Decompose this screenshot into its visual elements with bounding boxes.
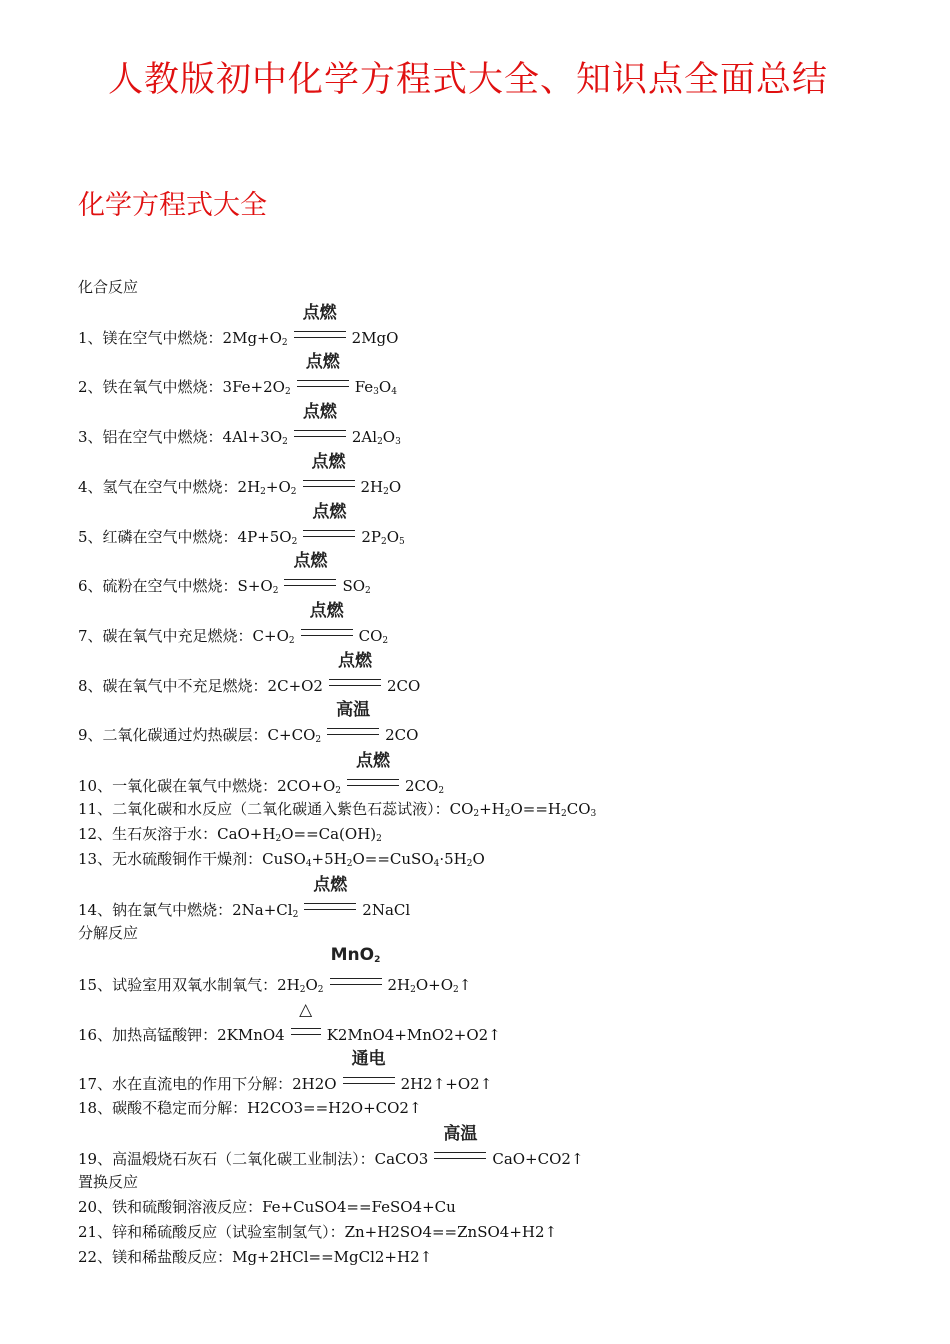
double-line-icon [329,679,381,686]
reaction-condition: 点燃 [337,651,372,671]
double-line-icon [347,779,399,786]
products: $2H_2O$ [360,478,402,497]
reaction-condition: 点燃 [293,551,328,571]
reaction-condition: 点燃 [302,303,337,323]
reactants: 2H2O [292,1075,337,1093]
equation-label: 15、试验室用双氧水制氧气： [78,976,278,994]
double-line-icon [284,579,336,586]
reactants: $2Mg+O_2$ [222,329,288,348]
products: 2CO [385,726,419,744]
reaction-condition: 点燃 [311,452,346,472]
reaction-condition: 通电 [351,1049,386,1069]
section-heading: 化学方程式大全 [78,190,267,221]
double-line-icon [343,1077,395,1084]
equation-line [78,402,401,452]
reactants: 2C+O2 [267,677,323,695]
products: 2CO [386,677,421,695]
reaction-condition-arrow [329,651,381,691]
double-line-icon [303,480,355,487]
reactants: $4Al+3O_2$ [222,428,288,447]
text-line: 18、碳酸不稳定而分解：H2CO3==H2O+CO2↑ [78,1099,422,1117]
products: 2MgO [351,329,399,347]
equation-label: 9、二氧化碳通过灼热碳层： [78,726,268,744]
equation-label: 17、水在直流电的作用下分解： [78,1075,293,1093]
double-line-icon [303,530,355,537]
reactants: $C+O_2$ [252,627,295,646]
text-line: 20、铁和硫酸铜溶液反应：Fe+CuSO4==FeSO4+Cu [78,1198,456,1216]
equation-line [78,452,402,502]
products: K2MnO4+MnO2+O2↑ [326,1026,501,1044]
reaction-condition: 点燃 [356,751,391,771]
double-line-icon [297,380,349,387]
equation-label: 1、镁在空气中燃烧： [78,329,223,347]
reactants: 2KMnO4 [217,1026,285,1044]
equation-label: 8、碳在氧气中不充足燃烧： [78,677,268,695]
double-line-icon [330,978,382,985]
products: $SO_2$ [342,577,371,596]
reaction-condition: 点燃 [312,502,347,522]
reaction-condition-arrow [297,352,349,392]
double-line-icon [301,629,353,636]
text-line: 22、镁和稀盐酸反应：Mg+2HCl==MgCl2+H2↑ [78,1248,433,1266]
reaction-condition-arrow [434,1124,486,1164]
reaction-condition: 点燃 [302,402,337,422]
double-line-icon [294,331,346,338]
reaction-condition-arrow [294,303,346,343]
reaction-condition-arrow [303,452,355,492]
double-line-icon [304,903,356,910]
equation-line [78,751,445,801]
reaction-condition-arrow [294,402,346,442]
text-line: 化合反应 [78,278,139,296]
equation-line [78,352,397,402]
reaction-condition-arrow [301,601,353,641]
reaction-condition: △ [299,1000,313,1020]
double-line-icon [434,1152,486,1159]
equation-line [78,945,472,1000]
equation-label: 6、硫粉在空气中燃烧： [78,577,238,595]
equation-label: 19、高温煅烧石灰石（二氧化碳工业制法）： [78,1150,375,1168]
double-line-icon [294,430,346,437]
equation-label: 3、铝在空气中燃烧： [78,428,223,446]
equation-line [78,1000,501,1045]
products: 2NaCl [362,901,411,919]
text-line: 置换反应 [78,1173,139,1191]
equation-line [78,875,411,925]
equation-line [78,303,399,353]
reaction-condition-arrow [343,1049,395,1089]
products: $2H_2O+O_2↑$ [387,976,472,995]
equation-line [78,1049,493,1094]
equation-label: 4、氢气在空气中燃烧： [78,478,238,496]
products: $Fe_3O_4$ [354,378,397,397]
reactants: $2CO+O_2$ [277,777,342,796]
double-line-icon [291,1028,321,1035]
reactants: CaCO3 [374,1150,429,1168]
equation-line [78,651,421,696]
products: $CO_2$ [358,627,389,646]
reactants: $2H_2O_2$ [277,976,324,995]
reaction-condition: MnO$_2$ [330,945,381,965]
products: 2H2↑+O2↑ [400,1075,493,1093]
reaction-condition: 点燃 [313,875,348,895]
equation-line [78,1124,584,1169]
equation-line [78,502,405,552]
reaction-condition-arrow [347,751,399,791]
reaction-condition-arrow [303,502,355,542]
reaction-condition-arrow [291,1000,321,1040]
reactants: $3Fe+2O_2$ [222,378,291,397]
reaction-condition-arrow [304,875,356,915]
equation-line [78,601,389,651]
equation-label: 5、红磷在空气中燃烧： [78,528,238,546]
equation-line [78,700,419,750]
reaction-condition: 高温 [336,700,371,720]
equation-label: 16、加热高锰酸钾： [78,1026,218,1044]
reactants: $S+O_2$ [237,577,279,596]
equation-line [78,551,371,601]
text-line: 21、锌和稀硫酸反应（试验室制氢气）：Zn+H2SO4==ZnSO4+H2↑ [78,1223,558,1241]
reactants: $C+CO_2$ [267,726,322,745]
text-line: 12、生石灰溶于水：$CaO+H_2O==Ca(OH)_2$ [78,825,382,844]
text-line: 分解反应 [78,924,139,942]
reaction-condition: 点燃 [309,601,344,621]
reactants: $2H_2+O_2$ [237,478,297,497]
equation-label: 7、碳在氧气中充足燃烧： [78,627,253,645]
reaction-condition: 高温 [443,1124,478,1144]
products: CaO+CO2↑ [492,1150,584,1168]
products: $2P_2O_5$ [361,528,405,547]
products: $2CO_2$ [405,777,445,796]
reactants: $2Na+Cl_2$ [232,901,299,920]
equation-label: 14、钠在氯气中燃烧： [78,901,233,919]
reaction-condition-arrow [327,700,379,740]
text-line: 11、二氧化碳和水反应（二氧化碳通入紫色石蕊试液）：$CO_2+H_2O==H_2CO_3$ [78,800,597,819]
equation-label: 2、铁在氧气中燃烧： [78,378,223,396]
equation-label: 10、一氧化碳在氧气中燃烧： [78,777,278,795]
text-line: 13、无水硫酸铜作干燥剂：$CuSO_4+5H_2O==CuSO_4\cdot 5H_2O$ [78,850,485,869]
page-title: 人教版初中化学方程式大全、知识点全面总结 [108,60,829,100]
double-line-icon [327,728,379,735]
reaction-condition-arrow [330,945,382,990]
products: $2Al_2O_3$ [351,428,401,447]
reaction-condition: 点燃 [305,352,340,372]
reactants: $4P+5O_2$ [237,528,298,547]
reaction-condition-arrow [284,551,336,591]
